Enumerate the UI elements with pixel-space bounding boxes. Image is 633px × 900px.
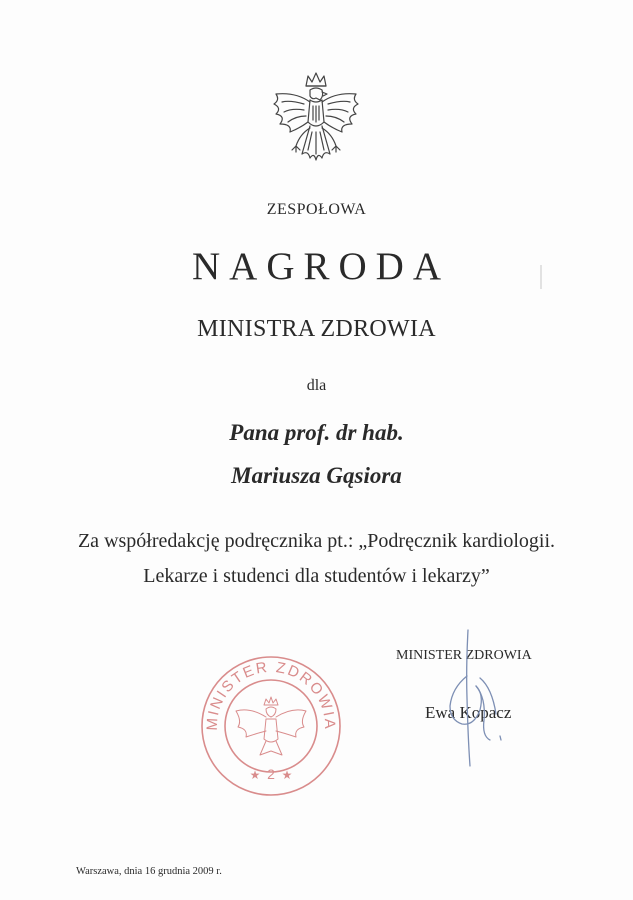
scan-mark bbox=[540, 265, 542, 289]
handwritten-signature bbox=[440, 628, 510, 768]
stamp-text: MINISTER ZDROWIA bbox=[203, 658, 339, 731]
award-subtitle: ZESPOŁOWA bbox=[266, 201, 367, 218]
signatory-title: MINISTER ZDROWIA bbox=[396, 648, 532, 663]
award-title: NAGRODA bbox=[192, 245, 450, 288]
stamp-number: 2 bbox=[267, 766, 275, 782]
signatory-name: Ewa Kopacz bbox=[425, 703, 512, 722]
place-and-date: Warszawa, dnia 16 grudnia 2009 r. bbox=[76, 866, 222, 877]
stamp-star-left: ★ bbox=[249, 768, 261, 782]
recipient-title: Pana prof. dr hab. bbox=[229, 420, 404, 445]
for-word: dla bbox=[306, 377, 327, 394]
stamp-star-right: ★ bbox=[281, 768, 293, 782]
polish-eagle-icon bbox=[266, 70, 366, 176]
official-stamp bbox=[200, 655, 342, 797]
recipient-name: Mariusza Gąsiora bbox=[231, 463, 402, 488]
svg-text:MINISTER ZDROWIA bbox=[204, 659, 338, 731]
justification-line-2: Lekarze i studenci dla studentów i lekarzy” bbox=[143, 565, 490, 587]
issuer-name: MINISTRA ZDROWIA bbox=[197, 316, 436, 342]
justification-line-1: Za współredakcję podręcznika pt.: „Podręcznik kardiologii. bbox=[77, 530, 556, 552]
